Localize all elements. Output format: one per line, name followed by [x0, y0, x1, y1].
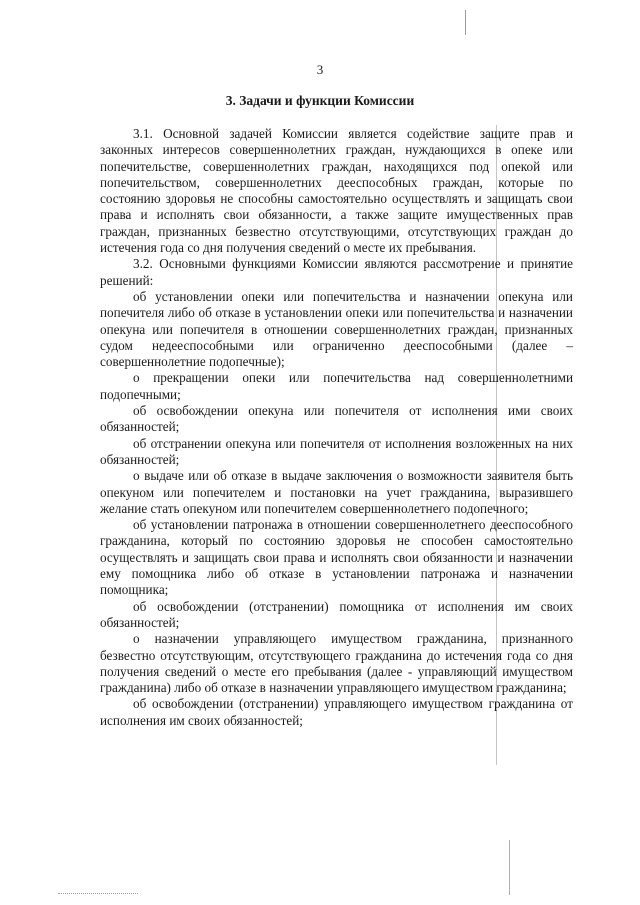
scan-artifact-line — [465, 10, 466, 35]
function-item: о прекращении опеки или попечительства над совершеннолетними подопечными; — [100, 370, 573, 402]
document-body — [100, 126, 573, 729]
function-item: об освобождении (отстранении) управляющего имуществом гражданина от исполнения им своих обязанностей; — [100, 696, 573, 728]
scan-artifact-mark — [58, 893, 138, 896]
function-item: об установлении патронажа в отношении совершеннолетнего дееспособного гражданина, который по состоянию здоровья не способен самостоятельно осуществлять и защищать свои права и исполнять свои обязанности и назначении ему помощника либо об отказе в установлении патронажа и назначении помощника; — [100, 517, 573, 598]
scan-artifact-line — [509, 840, 510, 895]
function-item: об установлении опеки или попечительства и назначении опекуна или попечителя либо об отказе в установлении опеки или попечительства и назначении опекуна или попечителя в отношении совершеннолетних граждан, признанных судом недееспособными или ограниченно дееспособными (далее – совершеннолетние подопечные); — [100, 288, 573, 370]
function-item: об отстранении опекуна или попечителя от исполнения возложенных на них обязанностей; — [100, 435, 573, 467]
section-title: 3. Задачи и функции Комиссии — [225, 93, 415, 108]
page-number: 3 — [316, 62, 324, 77]
function-item: об освобождении опекуна или попечителя от исполнения ими своих обязанностей; — [100, 403, 573, 435]
function-item: о выдаче или об отказе в выдаче заключения о возможности заявителя быть опекуном или попечителем и постановки на учет гражданина, выразившего желание стать опекуном или попечителем совершеннолетнего подопечного; — [100, 468, 573, 516]
paragraph-3-1: 3.1. Основной задачей Комиссии является содействие защите прав и законных интересов совершеннолетних граждан, нуждающихся в опеке или попечительстве, совершеннолетних граждан, находящихся под опекой или попечительством, совершеннолетних дееспособных граждан, которые по состоянию здоровья не способны самостоятельно осуществлять и защищать свои права и исполнять свои обязанности, а также защите имущественных прав граждан, признанных безвестно отсутствующими, отсутствующих граждан до истечения года со дня получения сведений о месте их пребывания. — [100, 126, 573, 256]
function-item: об освобождении (отстранении) помощника от исполнения им своих обязанностей; — [100, 598, 573, 630]
function-item: о назначении управляющего имуществом гражданина, признанного безвестно отсутствующим, отсутствующего гражданина до истечения года со дня получения сведений о месте его пребывания (далее - управляющий имуществом гражданина) либо об отказе в назначении управляющего имуществом гражданина; — [100, 631, 573, 696]
paragraph-3-2: 3.2. Основными функциями Комиссии являются рассмотрение и принятие решений: — [100, 256, 573, 288]
